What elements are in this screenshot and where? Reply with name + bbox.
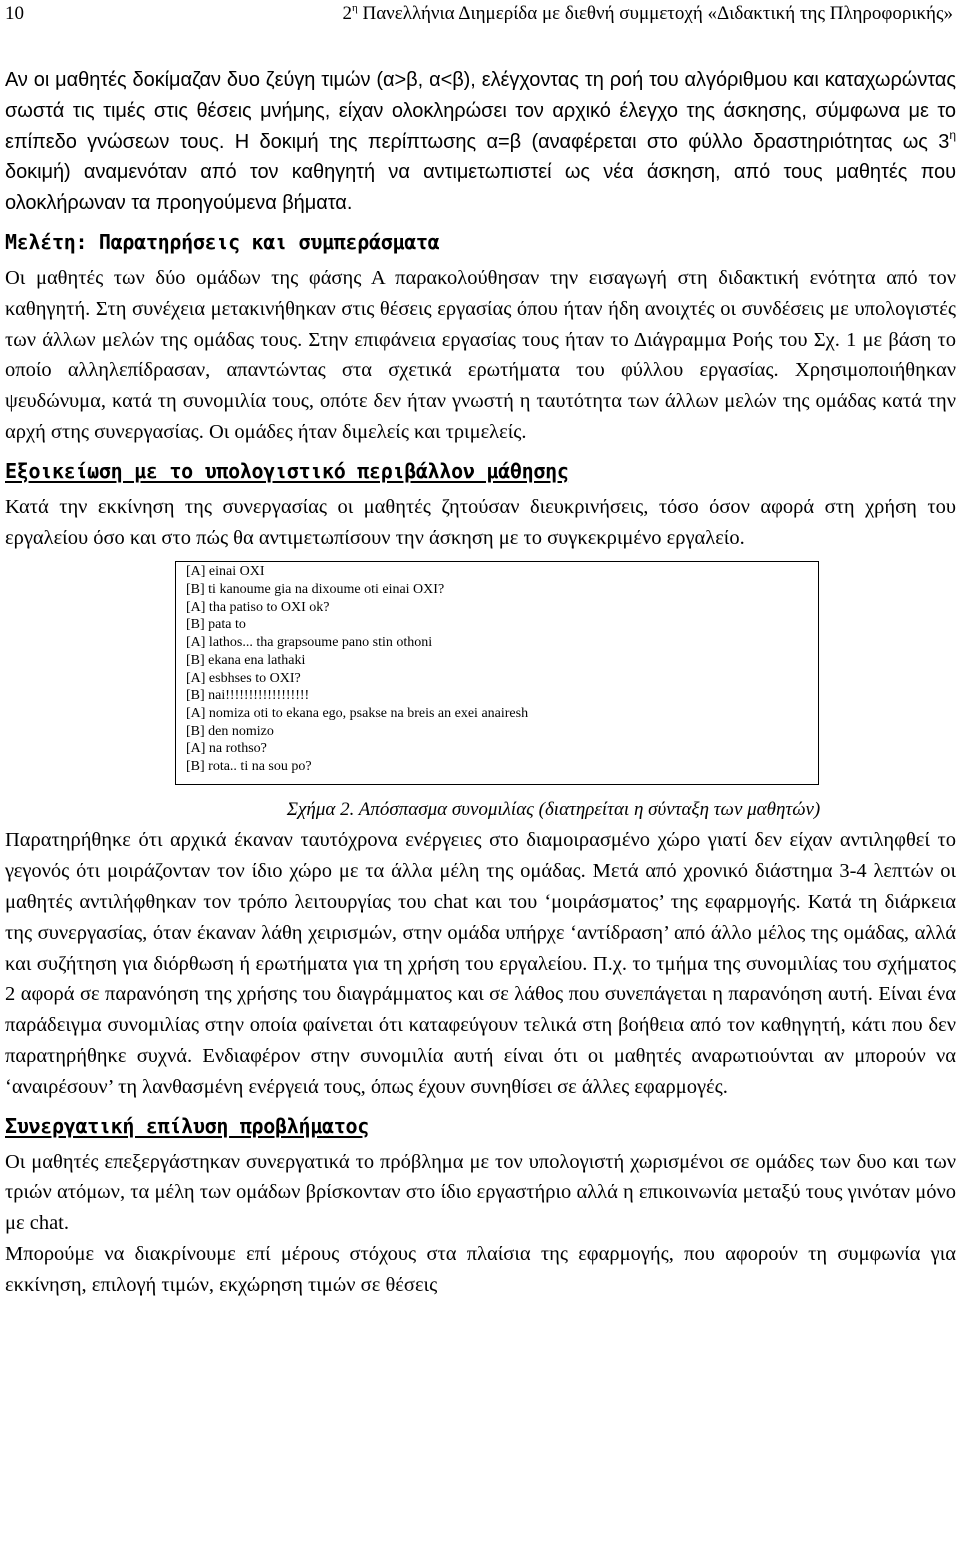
chat-line: [B] ekana ena lathaki bbox=[186, 652, 306, 668]
running-title bbox=[342, 0, 953, 28]
paragraph-intro-part-a: Αν οι μαθητές δοκίμαζαν δυο ζεύγη τιμών (α>β, α<β), ελέγχοντας τη ροή του αλγόριθμου και καταχωρώντας σωστά τις τιμές στις θέσεις μνήμης, είχαν ολοκληρώσει τον αρχικό έλεγχο της άσκησης, σύμφωνα με το επίπεδο γνώσεων τους. Η δοκιμή της περίπτωσης α=β (αναφέρεται στο φύλλο δραστηριότητας ως 3 bbox=[5, 69, 956, 153]
paragraph-intro-part-b: δοκιμή) αναμενόταν από τον καθηγητή να αντιμετωπιστεί ως νέα άσκηση, από τους μαθητές που ολοκλήρωναν τα προηγούμενα βήματα. bbox=[5, 161, 956, 215]
chat-line: [A] einai OXI bbox=[186, 564, 265, 580]
paragraph-familiarization: Κατά την εκκίνηση της συνεργασίας οι μαθητές ζητούσαν διευκρινήσεις, τόσο όσον αφορά στη χρήση του εργαλείου όσο και στο πώς θα αντιμετωπίσουν την άσκηση με το συγκεκριμένο εργαλείο. bbox=[5, 495, 956, 549]
section-heading-collaborative: Συνεργατική επίλυση προβλήματος bbox=[5, 1113, 369, 1138]
running-title-ordinal: 2 bbox=[342, 3, 352, 24]
chat-excerpt-box bbox=[175, 561, 819, 785]
paragraph-intro bbox=[5, 65, 956, 219]
chat-line: [A] na rothso? bbox=[186, 741, 267, 757]
chat-line: [A] esbhses to OXI? bbox=[186, 670, 301, 686]
paragraph-intro-superscript: η bbox=[949, 127, 956, 142]
page-header bbox=[5, 0, 953, 30]
chat-line: [B] ti kanoume gia na dixoume oti einai OXI? bbox=[186, 582, 445, 598]
figure-caption: Σχήμα 2. Απόσπασμα συνομιλίας (διατηρείται η σύνταξη των μαθητών) bbox=[286, 799, 821, 821]
chat-line: [A] tha patiso to OXI ok? bbox=[186, 599, 330, 615]
section-heading-study: Μελέτη: Παρατηρήσεις και συμπεράσματα bbox=[5, 229, 440, 254]
running-title-ordinal-suffix: η bbox=[351, 2, 358, 14]
page-content bbox=[5, 65, 956, 1301]
paragraph-observations: Παρατηρήθηκε ότι αρχικά έκαναν ταυτόχρονα ενέργειες στο διαμοιρασμένο χώρο γιατί δεν είχαν αντιληφθεί το γεγονός ότι μοιράζονταν τον ίδιο χώρο με τα άλλα μέλη της ομάδας. Μετά από χρονικό διάστημα 3-4 λεπτών οι μαθητές αντιλήφθηκαν τον τρόπο λειτουργίας του chat και του ‘μοιράσματος’ της εφαρμογής. Κατά τη διάρκεια της συνεργασίας, όταν έκαναν λάθη χειρισμών, στην ομάδα υπήρχε ‘αντίδραση’ από άλλο μέλος της ομάδας, αλλά και συζήτηση για διόρθωση ή ερωτήματα για τη χρήση του εργαλείου. Π.χ. το τμήμα της συνομιλίας του σχήματος 2 αφορά σε παρανόηση της χρήσης του διαγράμματος και σε λάθος που συνεπάγεται η παρανόηση αυτή. Είναι ένα παράδειγμα συνομιλίας στην οποία φαίνεται ότι καταφεύγουν τελικά στη βοήθεια από τον καθηγητή, κάτι που δεν παρατηρήθηκε συχνά. Ενδιαφέρον στην συνομιλία αυτή είναι ότι οι μαθητές αναρωτιούνται αν μπορούν να ‘αναιρέσουν’ τη λανθασμένη ενέργειά τους, όπως έχουν συνηθίσει σε άλλες εφαρμογές. bbox=[5, 829, 956, 1098]
chat-line: [B] den nomizo bbox=[186, 723, 274, 739]
running-title-text: Πανελλήνια Διημερίδα με διεθνή συμμετοχή «Διδακτική της Πληροφορικής» bbox=[357, 3, 953, 24]
paragraph-goals: Μπορούμε να διακρίνουμε επί μέρους στόχους στα πλαίσια της εφαρμογής, που αφορούν τη συμφωνία για εκκίνηση, επιλογή τιμών, εκχώρηση τιμών σε θέσεις bbox=[5, 1242, 956, 1296]
chat-line: [B] rota.. ti na sou po? bbox=[186, 759, 312, 775]
chat-line: [A] nomiza oti to ekana ego, psakse na breis an exei anairesh bbox=[186, 705, 529, 721]
section-heading-familiarization: Εξοικείωση με το υπολογιστικό περιβάλλον μάθησης bbox=[5, 458, 569, 483]
paragraph-study: Οι μαθητές των δύο ομάδων της φάσης Α παρακολούθησαν την εισαγωγή στη διδακτική ενότητα από τον καθηγητή. Στη συνέχεια μετακινήθηκαν στις θέσεις εργασίας όπου ήταν ήδη ανοιχτές οι συνδέσεις με υπολογιστές των άλλων μελών της ομάδας τους. Στην επιφάνεια εργασίας τους ήταν το Διάγραμμα Ροής του Σχ. 1 με βάση το οποίο αλληλεπίδρασαν, απαντώντας στα σχετικά ερωτήματα του φύλλου εργασίας. Χρησιμοποιήθηκαν ψευδώνυμα, κατά τη συνομιλία τους, οπότε δεν ήταν γνωστή η ταυτότητα των άλλων μελών της ομάδας κατά την αρχή στης συνεργασίας. Οι ομάδες ήταν διμελείς και τριμελείς. bbox=[5, 266, 956, 443]
paragraph-collaborative: Οι μαθητές επεξεργάστηκαν συνεργατικά το πρόβλημα με τον υπολογιστή χωρισμένοι σε ομάδες των δυο και των τριών ατόμων, τα μέλη των ομάδων βρίσκονταν στο ίδιο εργαστήριο αλλά η επικοινωνία μεταξύ τους γινόταν μόνο με chat. bbox=[5, 1150, 956, 1235]
chat-line: [B] nai!!!!!!!!!!!!!!!!!! bbox=[186, 688, 310, 704]
chat-line: [A] lathos... tha grapsoume pano stin othoni bbox=[186, 635, 433, 651]
page-number: 10 bbox=[5, 3, 24, 24]
chat-line: [B] pata to bbox=[186, 617, 246, 633]
